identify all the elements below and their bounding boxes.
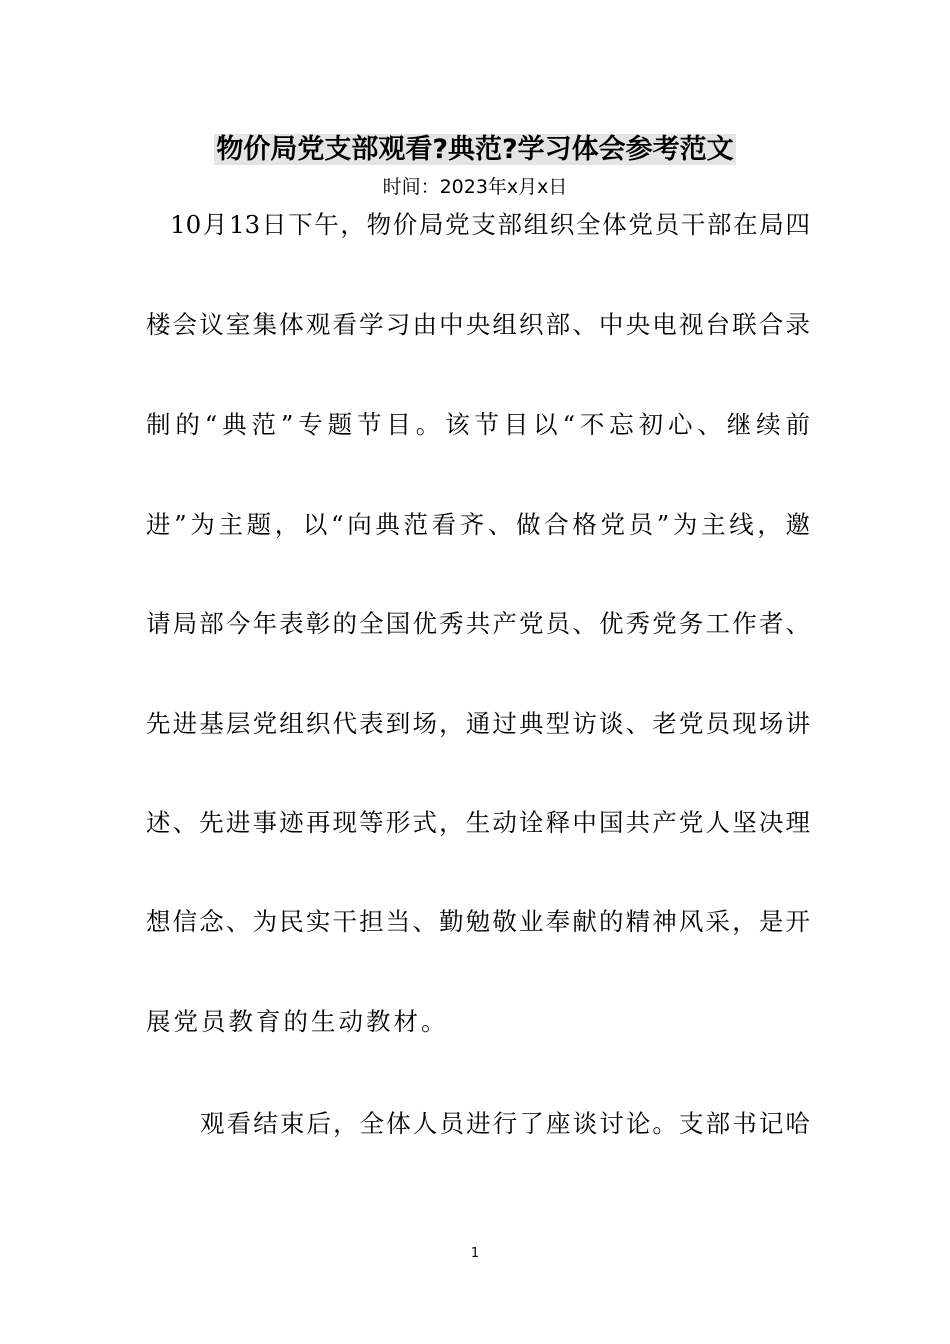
date-line: 时间：2023年x月x日: [382, 176, 568, 198]
paragraph-line-9: 展党员教育的生动教材。: [146, 1007, 449, 1036]
paragraph-line-10: 观看结束后，全体人员进行了座谈讨论。支部书记哈: [200, 1109, 810, 1138]
paragraph-line-3: 制的“典范”专题节目。该节目以“不忘初心、继续前: [146, 410, 810, 439]
document-title-text: 物价局党支部观看?典范?学习体会参考范文: [216, 134, 734, 165]
paragraph-line-2: 楼会议室集体观看学习由中央组织部、中央电视台联合录: [146, 310, 810, 339]
paragraph-line-7: 述、先进事迹再现等形式，生动诠释中国共产党人坚决理: [146, 808, 810, 837]
paragraph-line-1: 10月13日下午，物价局党支部组织全体党员干部在局四: [170, 210, 810, 239]
paragraph-line-8: 想信念、为民实干担当、勤勉敬业奉献的精神风采，是开: [146, 907, 810, 936]
page-number: 1: [470, 1246, 480, 1261]
paragraph-line-4: 进”为主题，以“向典范看齐、做合格党员”为主线，邀: [146, 510, 810, 539]
paragraph-line-5: 请局部今年表彰的全国优秀共产党员、优秀党务工作者、: [146, 609, 810, 638]
paragraph-line-6: 先进基层党组织代表到场，通过典型访谈、老党员现场讲: [146, 709, 810, 738]
document-title: [0, 130, 950, 170]
